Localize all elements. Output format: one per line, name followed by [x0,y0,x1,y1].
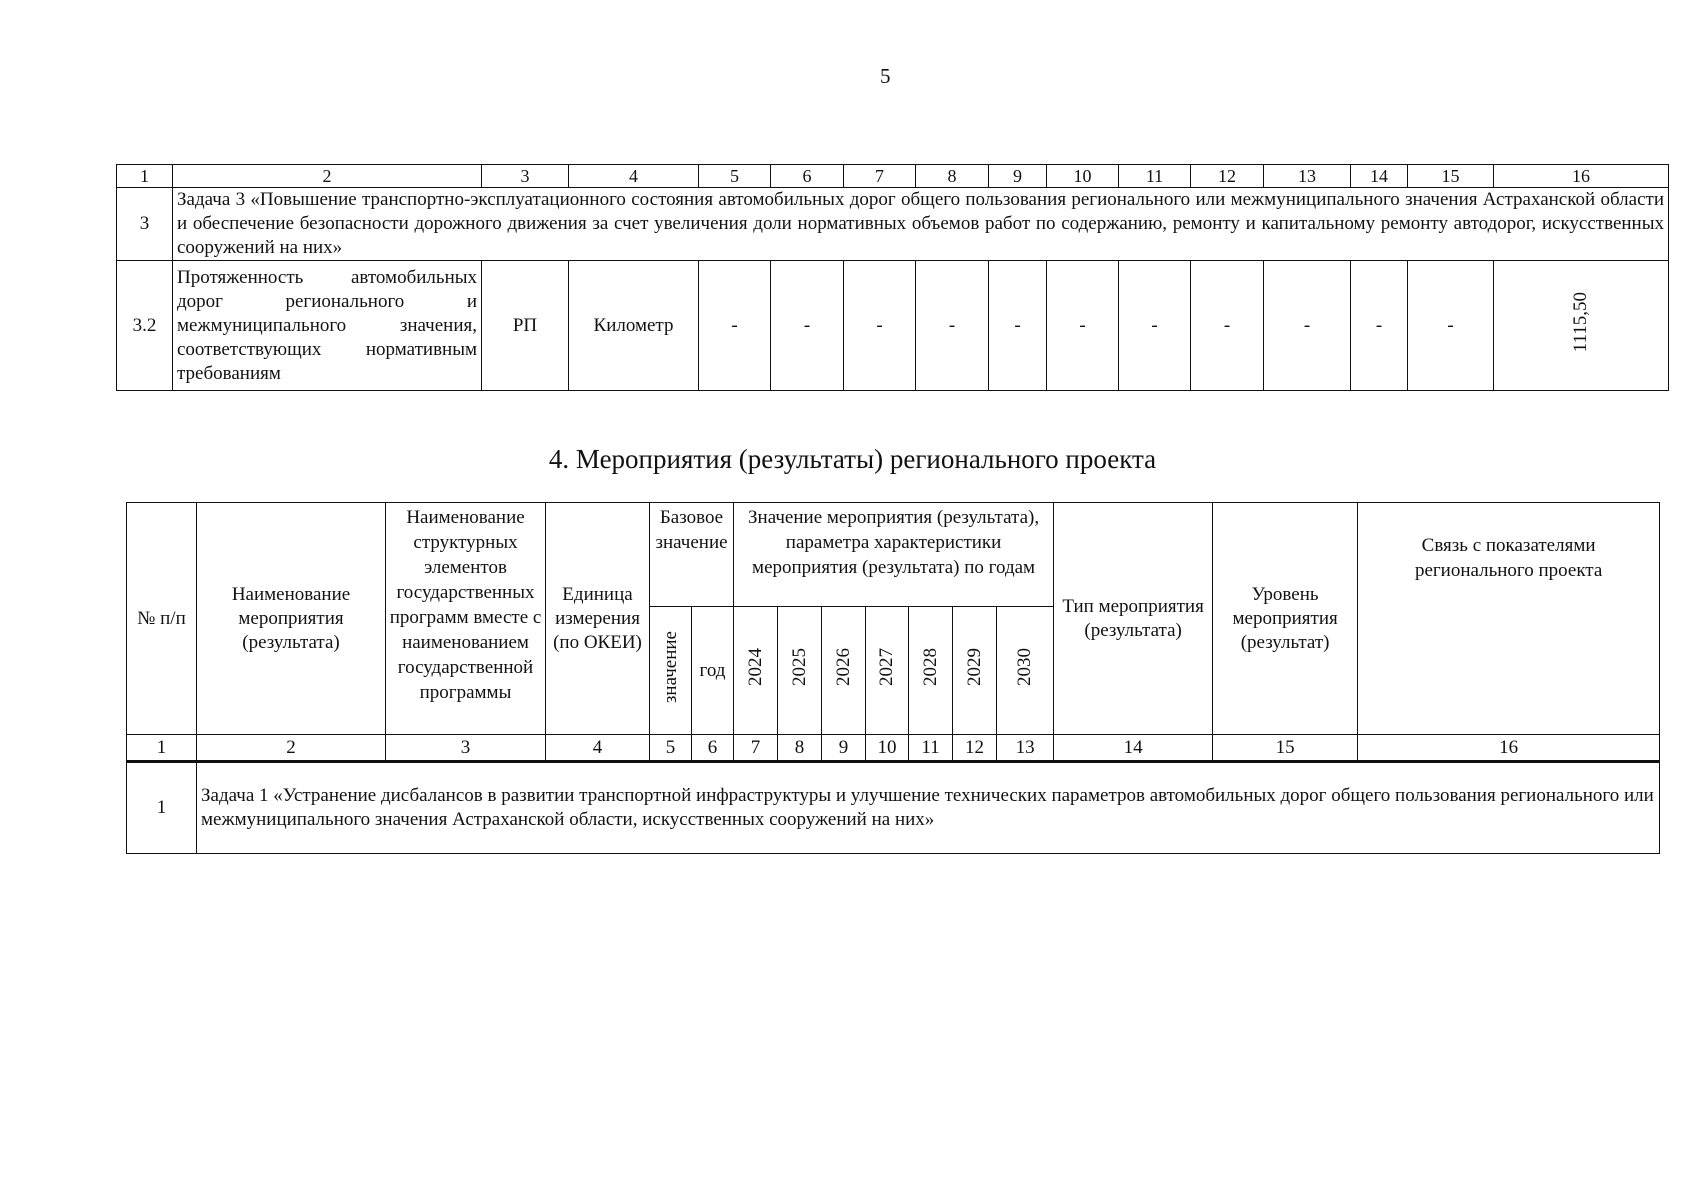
col-number: 1 [127,735,197,762]
header-base-year: год [692,607,734,735]
header-unit: Единица измерения (по ОКЕИ) [546,503,650,735]
dash-cell: - [1264,261,1351,391]
col-number: 9 [989,165,1047,188]
dash-cell: - [916,261,989,391]
header-year-cell [997,607,1054,735]
col-number: 10 [866,735,909,762]
col-number: 7 [844,165,916,188]
header-row-1 [127,503,1660,607]
task-text: Задача 3 «Повышение транспортно-эксплуатационного состояния автомобильных дорог общего пользования регионального или межмуниципального значения Астраханской области и обеспечение безопасности дорожного движения за счет увеличения доли нормативных объемов работ по содержанию, ремонту и капитальному ремонту автодорог, искусственных сооружений на них» [173,188,1669,261]
header-indicator-link: Связь с показателями регионального проекта [1358,503,1660,735]
col-number: 16 [1494,165,1669,188]
task-row [127,762,1660,854]
col-number: 13 [1264,165,1351,188]
header-year-cell [778,607,822,735]
column-numbers-row [117,165,1669,188]
dash-cell: - [771,261,844,391]
col-number: 10 [1047,165,1119,188]
header-measure-type: Тип мероприятия (результата) [1054,503,1213,735]
indicator-level: РП [482,261,569,391]
col-number: 9 [822,735,866,762]
section-title: 4. Мероприятия (результаты) регионального проекта [548,444,1157,474]
header-base-value: Базовое значение [650,503,734,607]
dash-cell: - [699,261,771,391]
col-number: 2 [173,165,482,188]
col-number: 4 [546,735,650,762]
col-number: 14 [1351,165,1408,188]
base-value-label: значение [659,630,681,704]
col-number: 7 [734,735,778,762]
col-number: 4 [569,165,699,188]
column-numbers-row [127,735,1660,762]
year-label: 2028 [919,648,941,686]
col-number: 11 [1119,165,1191,188]
header-base-value-value [650,607,692,735]
header-year-cell [909,607,953,735]
task-text: Задача 1 «Устранение дисбалансов в развитии транспортной инфраструктуры и улучшение технических параметров автомобильных дорог общего пользования регионального или межмуниципального значения Астраханской области, искусственных сооружений на них» [197,762,1660,854]
year-label: 2024 [744,648,766,686]
indicator-row [117,261,1669,391]
dash-cell: - [1351,261,1408,391]
indicator-name: Протяженность автомобильных дорог регионального и межмуниципального значения, соответствующих нормативным требованиям [173,261,482,391]
header-num: № п/п [127,503,197,735]
header-values-by-year: Значение мероприятия (результата), параметра характеристики мероприятия (результата) по годам [734,503,1054,607]
indicator-value-cell [1494,261,1669,391]
col-number: 2 [197,735,386,762]
year-label: 2025 [788,648,810,686]
dash-cell: - [1408,261,1494,391]
page-number: 5 [880,64,891,88]
dash-cell: - [844,261,916,391]
dash-cell: - [1047,261,1119,391]
header-year-cell [866,607,909,735]
measures-table [126,502,1660,854]
year-label: 2030 [1014,648,1036,686]
col-number: 12 [953,735,997,762]
header-year-cell [953,607,997,735]
dash-cell: - [1119,261,1191,391]
task-row [117,188,1669,261]
col-number: 11 [909,735,953,762]
task-number: 1 [127,762,197,854]
indicator-value: 1115,50 [1570,291,1591,353]
year-label: 2026 [832,648,854,686]
header-measure-level: Уровень мероприятия (результат) [1213,503,1358,735]
indicator-number: 3.2 [117,261,173,391]
indicators-table [116,164,1669,391]
header-year-cell [822,607,866,735]
header-measure-name: Наименование мероприятия (результата) [197,503,386,735]
col-number: 14 [1054,735,1213,762]
col-number: 15 [1408,165,1494,188]
header-year-cell [734,607,778,735]
col-number: 5 [650,735,692,762]
task-number: 3 [117,188,173,261]
dash-cell: - [1191,261,1264,391]
col-number: 6 [692,735,734,762]
col-number: 8 [778,735,822,762]
indicator-unit: Километр [569,261,699,391]
col-number: 3 [482,165,569,188]
col-number: 3 [386,735,546,762]
col-number: 8 [916,165,989,188]
col-number: 12 [1191,165,1264,188]
col-number: 13 [997,735,1054,762]
year-label: 2027 [876,648,898,686]
col-number: 5 [699,165,771,188]
dash-cell: - [989,261,1047,391]
header-structural-elements: Наименование структурных элементов государственных программ вместе с наименованием государственной программы [386,503,546,735]
col-number: 16 [1358,735,1660,762]
year-label: 2029 [963,648,985,686]
col-number: 6 [771,165,844,188]
col-number: 15 [1213,735,1358,762]
col-number: 1 [117,165,173,188]
